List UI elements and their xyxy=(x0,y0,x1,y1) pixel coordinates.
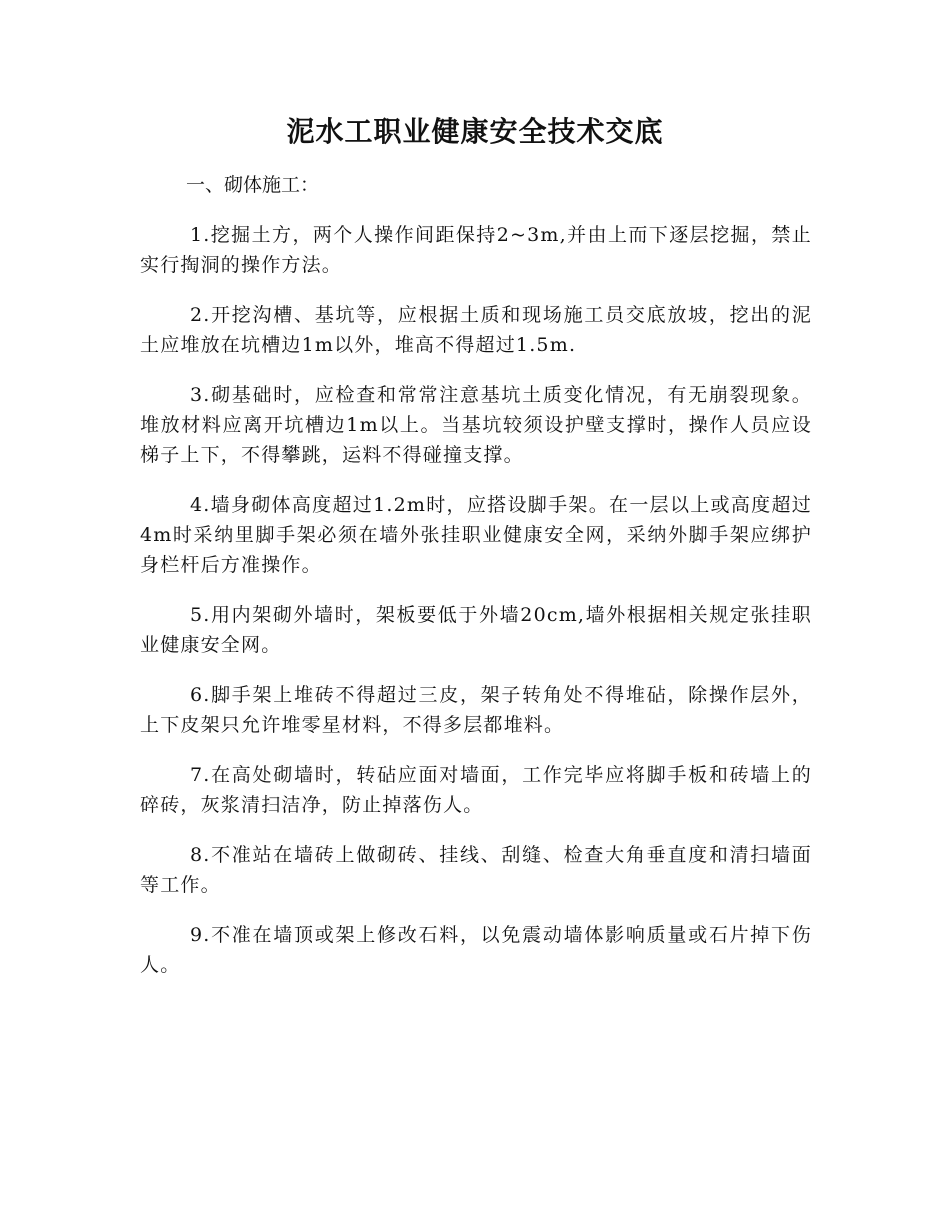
paragraph-item-6: 6.脚手架上堆砖不得超过三皮，架子转角处不得堆砧，除操作层外，上下皮架只允许堆零星材料，不得多层都堆料。 xyxy=(140,684,812,736)
document-title: 泥水工职业健康安全技术交底 xyxy=(286,115,664,148)
document-body xyxy=(140,220,812,1000)
paragraph-item-4: 4.墙身砌体高度超过1.2m时，应搭设脚手架。在一层以上或高度超过4m时采纳里脚手架必须在墙外张挂职业健康安全网，采纳外脚手架应绑护身栏杆后方准操作。 xyxy=(140,494,812,576)
paragraph-item-7: 7.在高处砌墙时，转砧应面对墙面，工作完毕应将脚手板和砖墙上的碎砖，灰浆清扫洁净，防止掉落伤人。 xyxy=(140,764,812,816)
paragraph-item-2: 2.开挖沟槽、基坑等，应根据土质和现场施工员交底放坡，挖出的泥土应堆放在坑槽边1m以外，堆高不得超过1.5m. xyxy=(140,304,812,356)
paragraph-item-8: 8.不准站在墙砖上做砌砖、挂线、刮缝、检查大角垂直度和清扫墙面等工作。 xyxy=(140,844,812,896)
section-heading: 一、砌体施工： xyxy=(186,174,320,196)
paragraph-item-3: 3.砌基础时，应检查和常常注意基坑土质变化情况，有无崩裂现象。堆放材料应离开坑槽边1m以上。当基坑较须设护壁支撑时，操作人员应设梯子上下，不得攀跳，运料不得碰撞支撑。 xyxy=(140,384,812,466)
paragraph-item-9: 9.不准在墙顶或架上修改石料，以免震动墙体影响质量或石片掉下伤人。 xyxy=(140,924,812,976)
paragraph-item-1: 1.挖掘土方，两个人操作间距保持2~3m,并由上而下逐层挖掘，禁止实行掏洞的操作方法。 xyxy=(140,224,812,276)
paragraph-item-5: 5.用内架砌外墙时，架板要低于外墙20cm,墙外根据相关规定张挂职业健康安全网。 xyxy=(140,604,812,656)
